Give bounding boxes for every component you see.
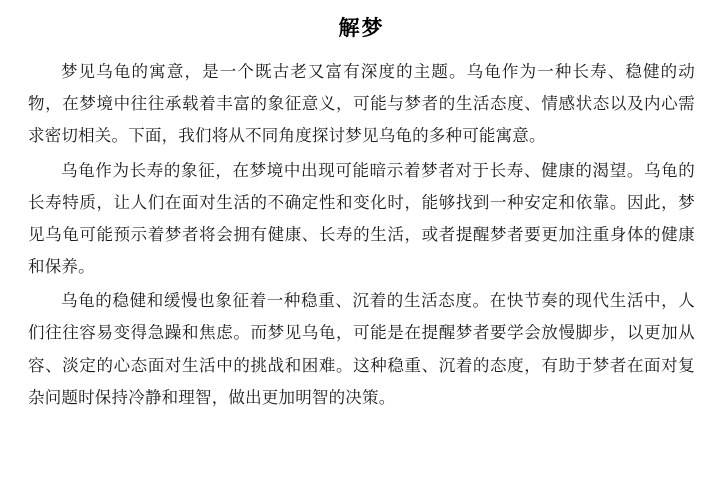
- paragraph-1: 梦见乌龟的寓意，是一个既古老又富有深度的主题。乌龟作为一种长寿、稳健的动物，在梦境中往往承载着丰富的象征意义，可能与梦者的生活态度、情感状态以及内心需求密切相关。下面，我们将从不同角度探讨梦见乌龟的多种可能寓意。: [28, 62, 695, 146]
- paragraph-3: 乌龟的稳健和缓慢也象征着一种稳重、沉着的生活态度。在快节奏的现代生活中，人们往往容易变得急躁和焦虑。而梦见乌龟，可能是在提醒梦者要学会放慢脚步，以更加从容、淡定的心态面对生活中的挑战和困难。这种稳重、沉着的态度，有助于梦者在面对复杂问题时保持冷静和理智，做出更加明智的决策。: [28, 291, 695, 407]
- page-title: 解梦: [338, 16, 385, 40]
- paragraph-2: 乌龟作为长寿的象征，在梦境中出现可能暗示着梦者对于长寿、健康的渴望。乌龟的长寿特质，让人们在面对生活的不确定性和变化时，能够找到一种安定和依靠。因此，梦见乌龟可能预示着梦者将会拥有健康、长寿的生活，或者提醒梦者要更加注重身体的健康和保养。: [28, 160, 695, 277]
